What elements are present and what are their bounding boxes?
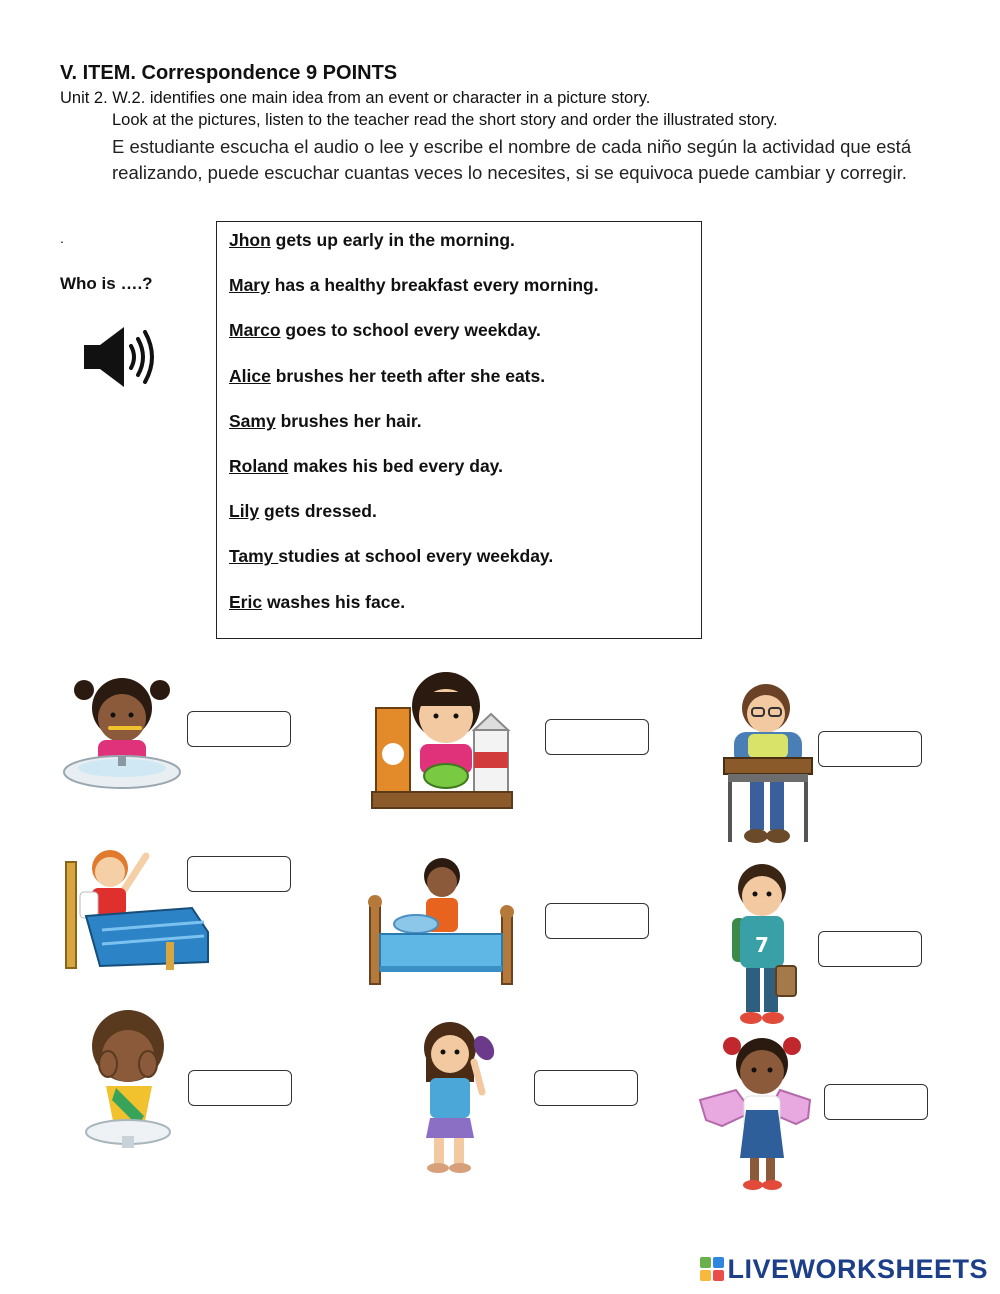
sentence-text: gets dressed. <box>259 501 377 521</box>
character-name: Alice <box>229 366 271 386</box>
answer-box-3[interactable] <box>818 731 922 767</box>
sentence-text: makes his bed every day. <box>288 456 503 476</box>
sentence-text: brushes her hair. <box>275 411 422 431</box>
story-sentence <box>229 366 545 387</box>
character-name: Mary <box>229 275 270 295</box>
answer-box-8[interactable] <box>534 1070 638 1106</box>
answer-box-4[interactable] <box>187 856 291 892</box>
picture-girl-breakfast <box>370 668 516 814</box>
speaker-icon[interactable] <box>82 324 162 390</box>
character-name: Marco <box>229 320 281 340</box>
picture-boy-making-bed <box>366 854 516 986</box>
answer-box-6[interactable] <box>818 931 922 967</box>
who-is-label: Who is ….? <box>60 274 153 293</box>
sentence-text: has a healthy breakfast every morning. <box>269 275 599 295</box>
page-title: V. ITEM. Correspondence 9 POINTS <box>60 62 398 84</box>
answer-box-7[interactable] <box>188 1070 292 1106</box>
sentence-text: washes his face. <box>262 592 406 612</box>
bullet-dot: . <box>60 230 64 246</box>
svg-text:7: 7 <box>755 933 769 957</box>
story-sentence <box>229 411 422 432</box>
character-name: Samy <box>229 411 276 431</box>
logo-text: LIVEWORKSHEETS <box>727 1253 988 1284</box>
character-name: Jhon <box>229 230 271 250</box>
character-name: Eric <box>229 592 263 612</box>
sentence-text: gets up early in the morning. <box>270 230 515 250</box>
answer-box-5[interactable] <box>545 903 649 939</box>
picture-boy-washing-face <box>82 1008 176 1152</box>
picture-girl-brushing-hair <box>408 1018 504 1176</box>
unit-objective: Unit 2. W.2. identifies one main idea from an event or character in a picture story. <box>60 89 651 107</box>
story-box <box>216 221 702 639</box>
story-sentence <box>229 275 599 296</box>
story-sentence <box>229 320 541 341</box>
sentence-text: studies at school every weekday. <box>278 546 554 566</box>
story-sentence <box>229 501 377 522</box>
picture-boy-studying-desk <box>722 682 814 848</box>
english-instructions: Look at the pictures, listen to the teacher read the short story and order the illustrated story. <box>112 111 778 129</box>
picture-girl-getting-dressed <box>696 1030 814 1196</box>
story-sentence <box>229 230 515 251</box>
picture-boy-going-to-school <box>724 862 800 1028</box>
liveworksheets-logo[interactable] <box>700 1254 988 1284</box>
answer-box-2[interactable] <box>545 719 649 755</box>
story-sentence <box>229 592 405 613</box>
logo-blocks-icon <box>700 1257 724 1281</box>
story-sentence <box>229 456 503 477</box>
sentence-text: brushes her teeth after she eats. <box>270 366 546 386</box>
character-name: Tamy <box>229 546 279 566</box>
sentence-text: goes to school every weekday. <box>280 320 541 340</box>
story-sentence <box>229 546 553 567</box>
character-name: Roland <box>229 456 289 476</box>
spanish-instructions: E estudiante escucha el audio o lee y escribe el nombre de cada niño según la actividad que está realizando, puede escuchar cuantas veces lo necesites, si se equivoca puede cambiar y corregir. <box>112 136 912 183</box>
character-name: Lily <box>229 501 260 521</box>
answer-box-9[interactable] <box>824 1084 928 1120</box>
picture-girl-brushing-teeth <box>62 668 186 802</box>
answer-box-1[interactable] <box>187 711 291 747</box>
